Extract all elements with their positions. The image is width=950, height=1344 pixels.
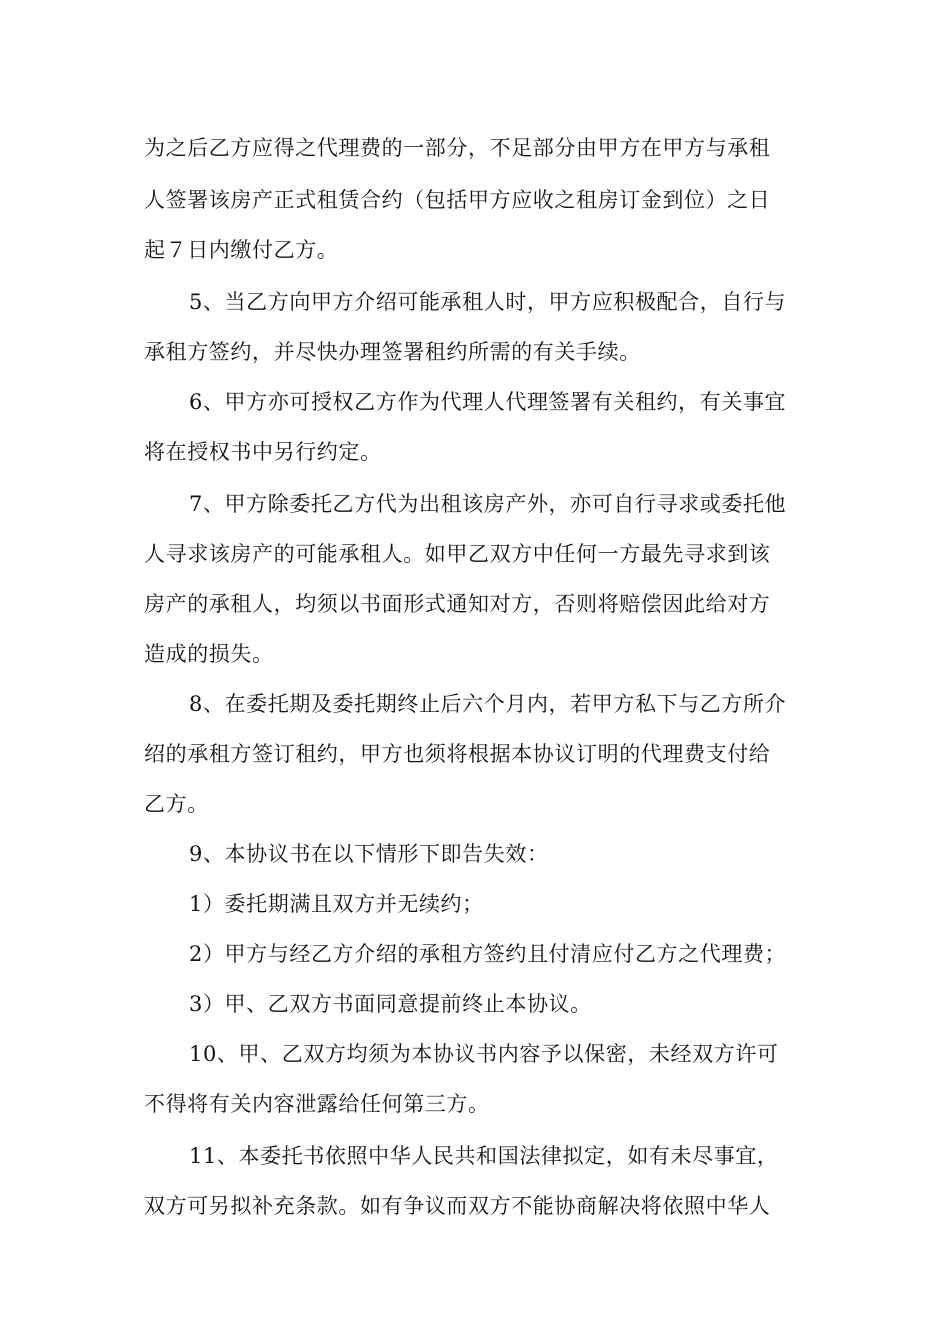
text-line: 承租方签约，并尽快办理签署租约所需的有关手续。 <box>144 340 641 364</box>
text-line: 人签署该房产正式租赁合约（包括甲方应收之租房订金到位）之日 <box>144 188 771 212</box>
text-line: 5、当乙方向甲方介绍可能承租人时，甲方应积极配合，自行与 <box>189 290 787 314</box>
text-line: 3）甲、乙双方书面同意提前终止本协议。 <box>189 992 592 1016</box>
text-line: 起７日内缴付乙方。 <box>144 238 339 262</box>
text-line: 不得将有关内容泄露给任何第三方。 <box>144 1092 490 1116</box>
text-line: 6、甲方亦可授权乙方作为代理人代理签署有关租约，有关事宜 <box>189 390 787 414</box>
text-line: 7、甲方除委托乙方代为出租该房产外，亦可自行寻求或委托他 <box>189 492 787 516</box>
text-line: 8、在委托期及委托期终止后六个月内，若甲方私下与乙方所介 <box>189 692 787 716</box>
text-line: 将在授权书中另行约定。 <box>144 440 382 464</box>
text-line: 人寻求该房产的可能承租人。如甲乙双方中任何一方最先寻求到该 <box>144 542 771 566</box>
text-line: 造成的损失。 <box>144 642 274 666</box>
text-line: 9、本协议书在以下情形下即告失效： <box>189 842 549 866</box>
text-line: 双方可另拟补充条款。如有争议而双方不能协商解决将依照中华人 <box>144 1194 771 1218</box>
text-line: 2）甲方与经乙方介绍的承租方签约且付清应付乙方之代理费； <box>189 942 787 966</box>
text-line: 10、甲、乙双方均须为本协议书内容予以保密，未经双方许可 <box>189 1042 779 1066</box>
text-line: 绍的承租方签订租约，甲方也须将根据本协议订明的代理费支付给 <box>144 742 771 766</box>
text-line: 为之后乙方应得之代理费的一部分，不足部分由甲方在甲方与承租 <box>144 136 771 160</box>
text-line: 房产的承租人，均须以书面形式通知对方，否则将赔偿因此给对方 <box>144 592 771 616</box>
text-line: 乙方。 <box>144 792 209 816</box>
text-line: 11、本委托书依照中华人民共和国法律拟定，如有未尽事宜， <box>189 1144 779 1168</box>
text-line: 1）委托期满且双方并无续约； <box>189 892 484 916</box>
